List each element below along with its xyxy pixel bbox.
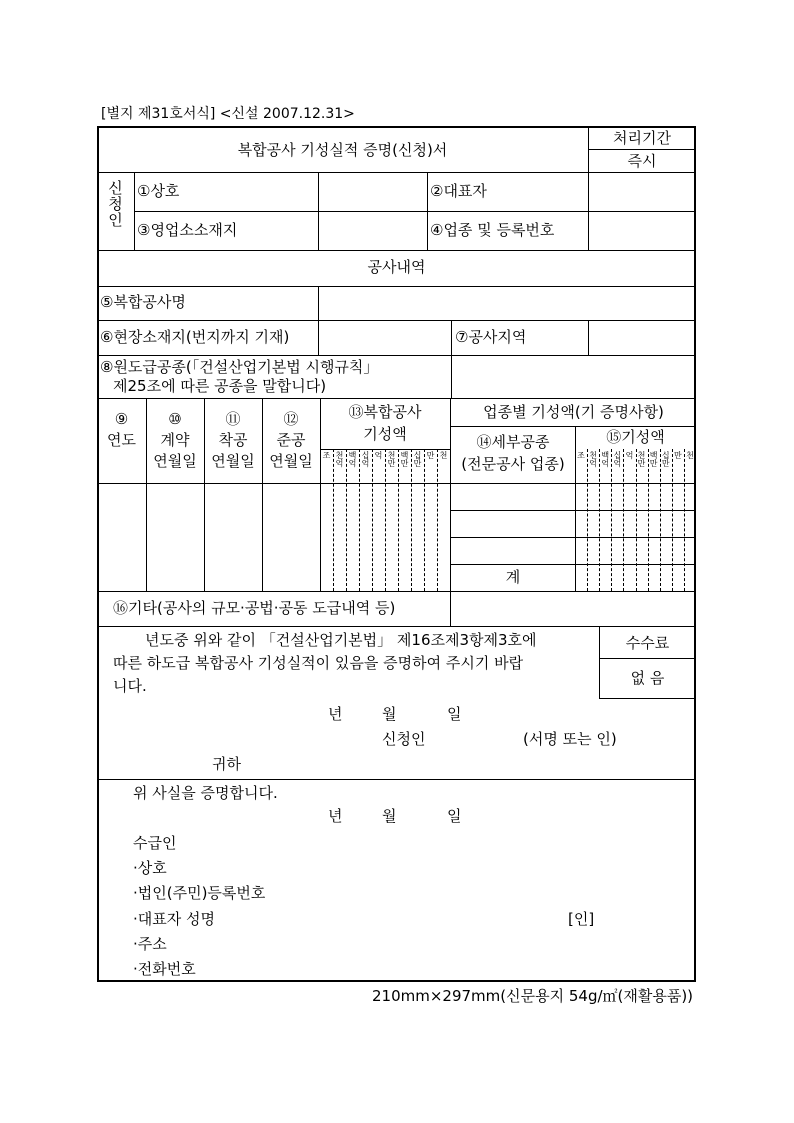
unit-label: 백 만 (649, 451, 658, 468)
unit-separator (411, 449, 412, 591)
unit-separator (359, 449, 360, 591)
unit-label: 백 억 (601, 451, 610, 468)
other-label: ⑯기타(공사의 규모·공법·공동 도급내역 등) (113, 599, 396, 617)
rule-processing-mid (588, 149, 696, 150)
unit-label: 천 만 (387, 451, 396, 468)
request-text-line1: 년도중 위와 같이 「건설산업기본법」 제16조제3항제3호에 (145, 631, 537, 649)
project-name-label: ⑤복합공사명 (100, 293, 186, 311)
request-date-month: 월 (382, 705, 397, 723)
recipient-regno-label: ·법인(주민)등록번호 (133, 884, 266, 902)
start-label-2: 연월일 (211, 452, 255, 470)
unit-label: 천 억 (589, 451, 597, 468)
start-label: 착공 (218, 431, 248, 449)
unit-label: 십 억 (613, 451, 622, 468)
recipient-seal-label: [인] (568, 910, 595, 928)
business-label: ④업종 및 등록번호 (430, 221, 555, 239)
rule-other-bottom (97, 626, 696, 627)
region-label: ⑦공사지역 (455, 328, 527, 346)
unit-label: 천 억 (335, 451, 344, 468)
unit-label: 조 (322, 451, 331, 460)
applicant-char: 신 (108, 179, 123, 197)
unit-label: 십 만 (661, 451, 670, 468)
unit-label: 만 (673, 451, 682, 460)
unit-label: 천 (439, 451, 448, 460)
certify-date-day: 일 (447, 807, 462, 825)
certify-date-year: 년 (328, 807, 343, 825)
paper-spec-note: 210mm×297mm(신문용지 54g/㎡(재활용품)) (372, 987, 694, 1005)
rule-fee-mid (599, 658, 696, 659)
rule-v-applicant-label2 (427, 172, 428, 250)
fee-value: 없 음 (630, 669, 665, 687)
unit-label: 백 억 (348, 451, 357, 468)
unit-label: 백 만 (400, 451, 409, 468)
unit-label: 만 (426, 451, 435, 460)
contract-label: 계약 (160, 431, 190, 449)
amount-label: ⑬복합공사 (348, 403, 422, 421)
amount-label-2: 기성액 (363, 425, 407, 443)
unit-label: 억 (374, 451, 383, 460)
year-number: ⑨ (114, 410, 129, 428)
company-label: ①상호 (137, 182, 180, 200)
fee-label: 수수료 (625, 634, 670, 652)
start-number: ⑪ (225, 410, 241, 428)
finish-number: ⑫ (283, 410, 299, 428)
unit-separator (636, 449, 637, 591)
total-label: 계 (505, 568, 521, 586)
unit-separator (346, 449, 347, 591)
address-label: ③영업소소재지 (137, 221, 238, 239)
certify-date-month: 월 (382, 807, 397, 825)
unit-separator (660, 449, 661, 591)
rule-v-project (318, 286, 319, 355)
finish-label-2: 연월일 (269, 452, 313, 470)
rule-fee-bottom (599, 698, 696, 699)
rule-applicant-mid (134, 211, 696, 212)
applicant-char: 청 (108, 194, 123, 213)
unit-separator (611, 449, 612, 591)
rule-applicant-bottom (97, 250, 696, 251)
subtype-label-2: (전문공사 업종) (461, 455, 565, 473)
processing-label: 처리기간 (613, 129, 671, 147)
unit-separator (424, 449, 425, 591)
recipient-rep-label: ·대표자 성명 (133, 910, 215, 928)
rule-v-col5 (450, 398, 451, 626)
unit-label: 십 만 (413, 451, 422, 468)
recipient-address-label: ·주소 (133, 935, 167, 953)
unit-separator (587, 449, 588, 591)
sign-or-seal-label: (서명 또는 인) (523, 730, 617, 748)
applicant-char: 인 (108, 210, 123, 229)
rule-title-bottom (97, 172, 696, 173)
perf-amount-label: ⑮기성액 (606, 428, 665, 446)
rule-type-bottom (97, 398, 696, 399)
bytype-header: 업종별 기성액(기 증명사항) (483, 403, 664, 421)
form-title: 복합공사 기성실적 증명(신청)서 (237, 141, 448, 159)
request-text-line2: 따른 하도급 복합공사 기성실적이 있음을 증명하여 주시기 바랍 (113, 654, 524, 672)
certify-text: 위 사실을 증명합니다. (133, 784, 278, 802)
finish-label: 준공 (276, 431, 306, 449)
original-type-label-line2: 제25조에 따른 공종을 말합니다) (113, 377, 327, 395)
rule-v-region-label (451, 320, 452, 355)
recipient-phone-label: ·전화번호 (133, 960, 196, 978)
rule-table-bottom (97, 591, 696, 592)
unit-separator (648, 449, 649, 591)
unit-separator (398, 449, 399, 591)
amount-unit-grid (320, 449, 450, 591)
applicant-vertical-label (97, 181, 134, 228)
rule-works-title-bottom (97, 286, 696, 287)
request-text-line3: 니다. (113, 677, 147, 695)
unit-separator (333, 449, 334, 591)
request-date-day: 일 (447, 705, 462, 723)
request-date-year: 년 (328, 705, 343, 723)
unit-label: 천 만 (637, 451, 646, 468)
rule-project-bottom (97, 320, 696, 321)
rule-v-type-value (451, 355, 452, 398)
rule-v-applicant-value1 (318, 172, 319, 250)
unit-label: 십 억 (361, 451, 370, 468)
rule-request-bottom (97, 779, 696, 780)
unit-separator (372, 449, 373, 591)
unit-separator (684, 449, 685, 591)
original-type-label-line1: ⑧원도급공종(「건설산업기본법 시행규칙」 (100, 358, 379, 376)
works-section-title: 공사내역 (367, 258, 426, 276)
rule-site-bottom (97, 355, 696, 356)
unit-label: 조 (577, 451, 585, 460)
unit-separator (385, 449, 386, 591)
recipient-label: 수급인 (133, 834, 177, 852)
recipient-company-label: ·상호 (133, 859, 167, 877)
applicant-sign-label: 신청인 (382, 730, 426, 748)
unit-label: 천 (686, 451, 694, 460)
unit-separator (672, 449, 673, 591)
contract-number: ⑩ (168, 410, 182, 428)
unit-separator (623, 449, 624, 591)
rule-v-region-value (588, 320, 589, 355)
subtype-label: ⑭세부공종 (476, 433, 550, 451)
perf-unit-grid (575, 449, 696, 591)
unit-separator (437, 449, 438, 591)
representative-label: ②대표자 (430, 182, 487, 200)
processing-value: 즉시 (627, 152, 657, 170)
site-label: ⑥현장소재지(번지까지 기재) (100, 328, 290, 346)
rule-v-applicant-label (134, 172, 135, 250)
contract-label-2: 연월일 (153, 452, 197, 470)
year-label: 연도 (107, 431, 136, 449)
addressee-label: 귀하 (212, 755, 241, 773)
rule-bytype-header-bottom (451, 426, 696, 427)
unit-label: 억 (625, 451, 634, 460)
form-number-note: [별지 제31호서식] <신설 2007.12.31> (101, 106, 355, 122)
unit-separator (599, 449, 600, 591)
